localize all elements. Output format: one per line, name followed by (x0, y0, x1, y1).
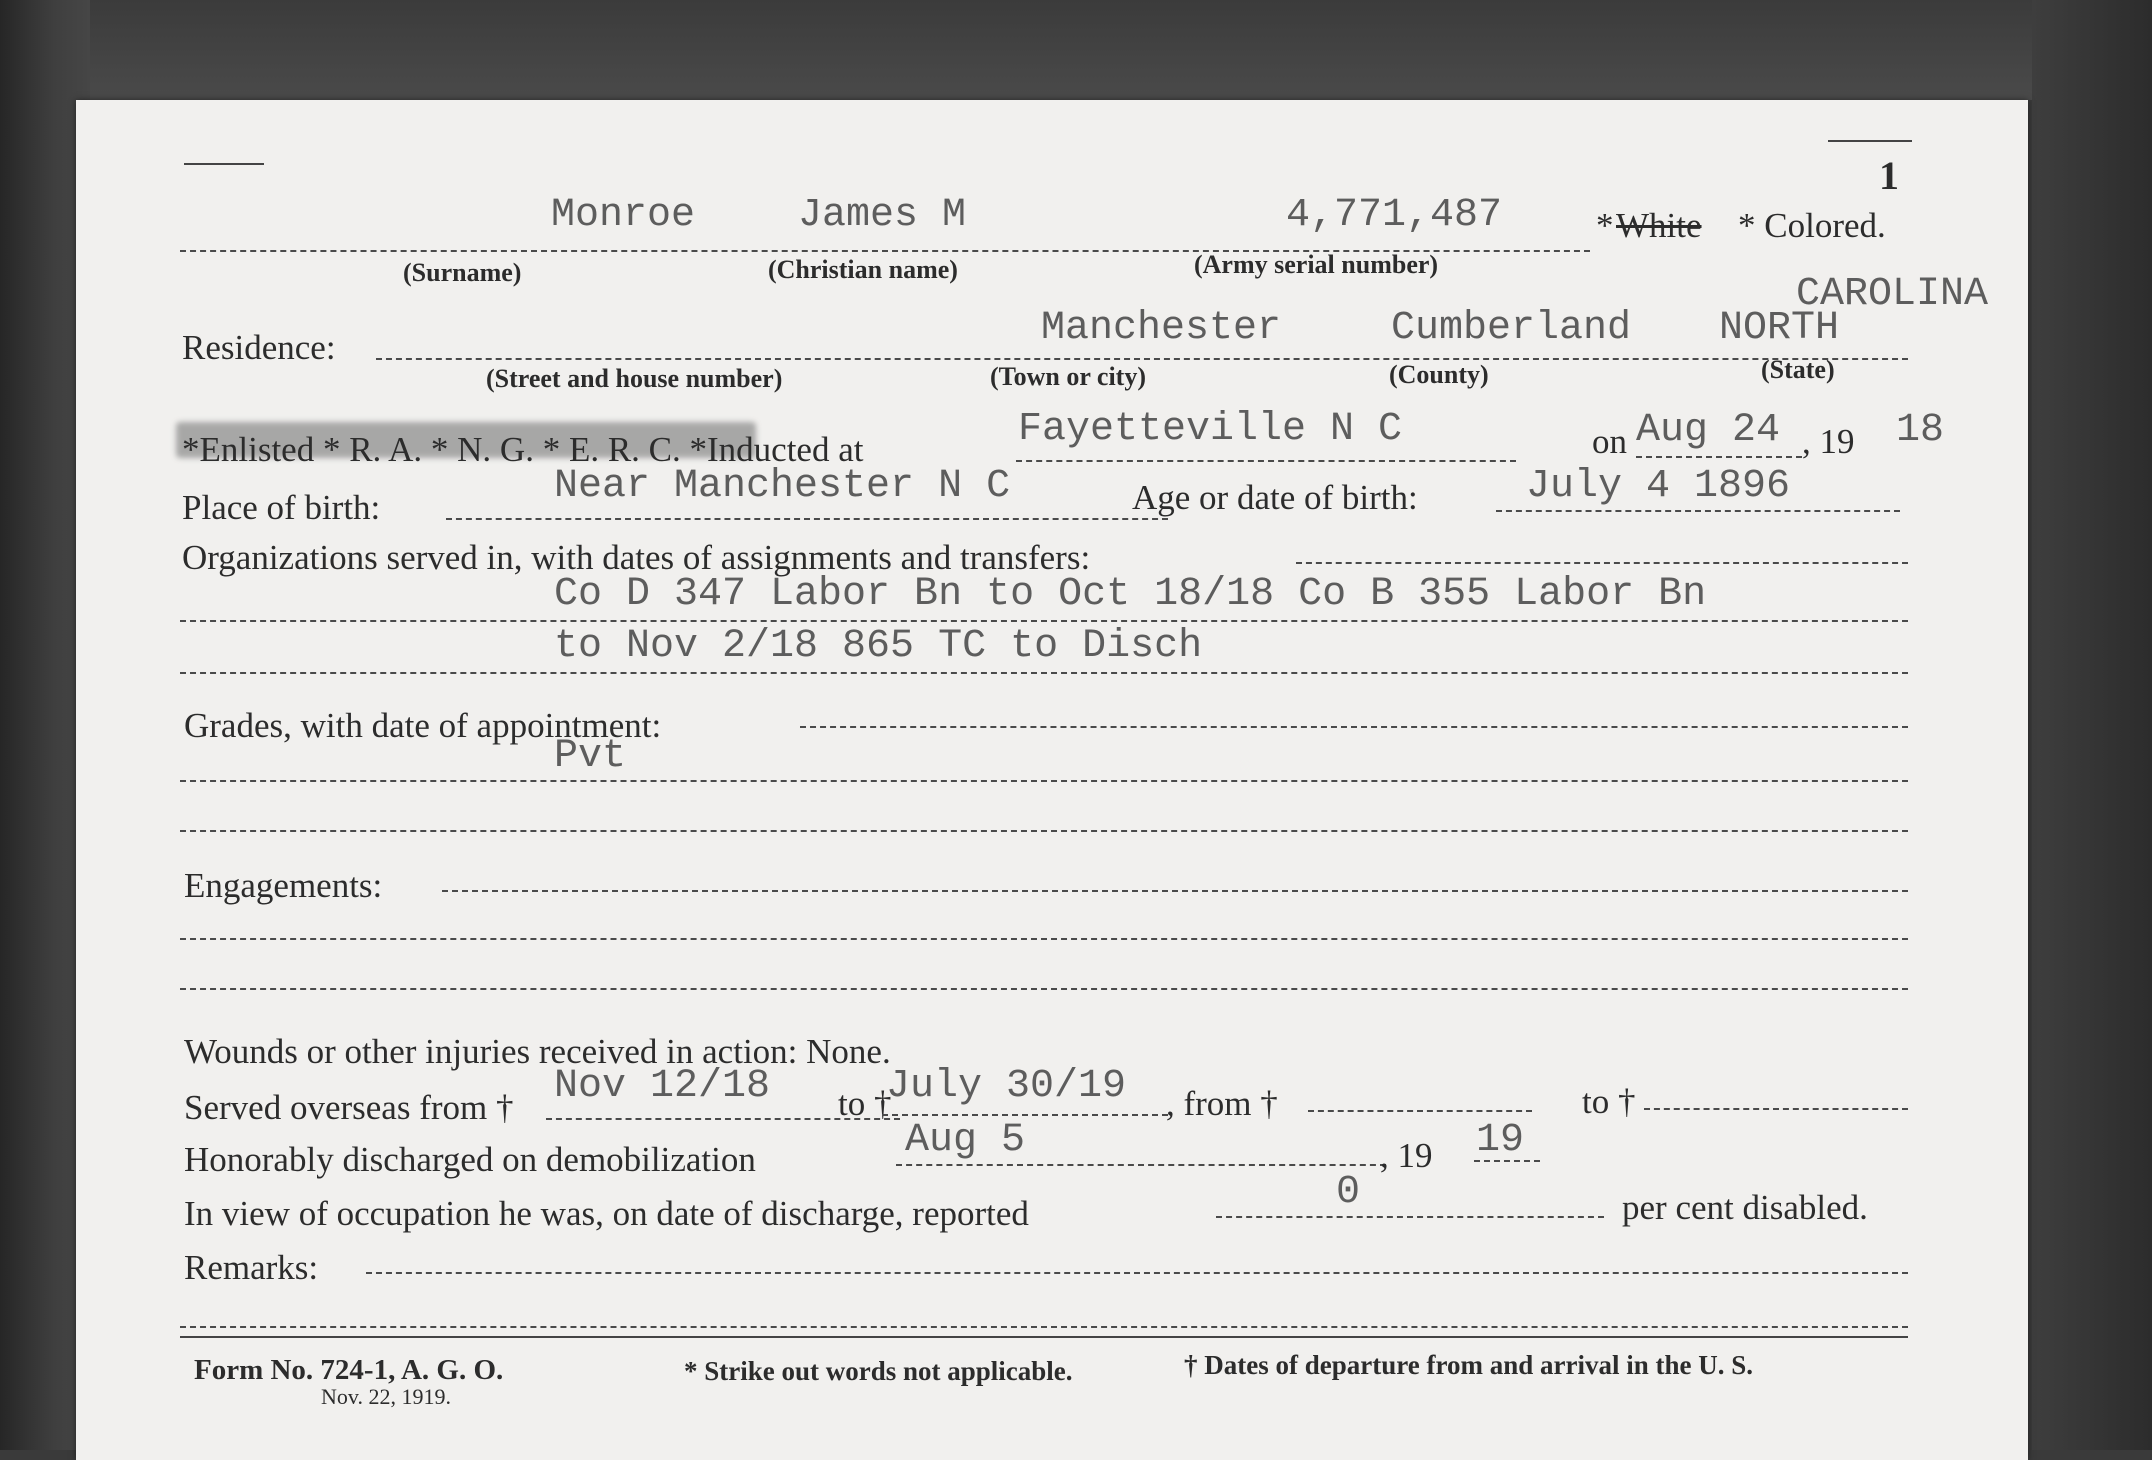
county-label: (County) (1389, 360, 1489, 389)
state-label: (State) (1761, 355, 1835, 384)
form-number: Form No. 724-1, A. G. O. (194, 1354, 504, 1386)
birth-place-line (446, 518, 1168, 520)
grades-label: Grades, with date of appointment: (184, 706, 662, 745)
inducted-place-value: Fayetteville N C (1018, 407, 1403, 452)
christian-name-label: (Christian name) (768, 255, 958, 284)
grades-line-2 (180, 830, 1908, 832)
overseas-to2-line (1644, 1108, 1908, 1110)
enlistment-year-value: 18 (1896, 408, 1945, 453)
discharge-label: Honorably discharged on demobilization (184, 1140, 756, 1179)
form-date: Nov. 22, 1919. (321, 1384, 451, 1409)
strike-note: * Strike out words not applicable. (684, 1356, 1073, 1386)
disability-value: 0 (1336, 1170, 1361, 1215)
engagements-line-2 (180, 988, 1908, 990)
town-value: Manchester (1041, 306, 1282, 351)
grades-line-1 (180, 780, 1908, 782)
street-label: (Street and house number) (486, 364, 783, 393)
disability-suffix: per cent disabled. (1622, 1188, 1868, 1227)
grades-value: Pvt (554, 734, 627, 779)
organizations-line-1-rule (180, 620, 1908, 622)
residence-label: Residence: (182, 328, 336, 367)
organizations-line-2-rule (180, 672, 1908, 674)
grades-line-0 (800, 726, 1908, 728)
birth-date-line (1496, 510, 1900, 512)
birth-place-value: Near Manchester N C (554, 464, 1011, 509)
service-record-card (76, 100, 2028, 1460)
top-right-rule (1828, 140, 1912, 142)
overseas-to-value: July 30/19 (886, 1064, 1127, 1109)
overseas-to-label: to † (838, 1084, 892, 1123)
birth-place-label: Place of birth: (182, 488, 381, 527)
scan-background-top (0, 0, 2152, 100)
disability-label: In view of occupation he was, on date of discharge, reported (184, 1194, 1029, 1233)
wounds-label: Wounds or other injuries received in action: None. (184, 1032, 891, 1071)
serial-number-value: 4,771,487 (1286, 193, 1503, 238)
top-left-rule (184, 163, 264, 165)
organizations-line-1: Co D 347 Labor Bn to Oct 18/18 Co B 355 Labor Bn (554, 572, 1707, 617)
discharge-year-line (1474, 1160, 1540, 1162)
organizations-label: Organizations served in, with dates of assignments and transfers: (182, 538, 1091, 577)
overseas-to-line (882, 1114, 1168, 1116)
engagements-label: Engagements: (184, 866, 383, 905)
organizations-line-0 (1296, 562, 1908, 564)
state-value-cont: CAROLINA (1796, 272, 1989, 317)
race-colored: * Colored. (1738, 206, 1886, 245)
dates-note: † Dates of departure from and arrival in the U. S. (1184, 1350, 1753, 1380)
inducted-place-line (1016, 460, 1516, 462)
surname-value: Monroe (551, 193, 696, 238)
race-white-struck: White (1616, 206, 1702, 245)
enlistment-label: *Enlisted * R. A. * N. G. * E. R. C. *Inducted at (182, 430, 864, 469)
overseas-label: Served overseas from † (184, 1088, 514, 1127)
footer-rule (180, 1336, 1908, 1338)
state-value: NORTH (1719, 306, 1840, 351)
engagements-line-0 (442, 890, 1908, 892)
race-prefix: * (1596, 206, 1614, 245)
birth-date-value: July 4 1896 (1526, 464, 1791, 509)
overseas-from-value: Nov 12/18 (554, 1064, 771, 1109)
organizations-line-2: to Nov 2/18 865 TC to Disch (554, 624, 1203, 669)
county-value: Cumberland (1391, 306, 1632, 351)
card-number: 1 (1879, 153, 1899, 198)
surname-label: (Surname) (403, 258, 522, 287)
enlistment-year-prefix: , 19 (1802, 422, 1855, 461)
birth-date-label: Age or date of birth: (1132, 478, 1418, 517)
discharge-year-prefix: , 19 (1380, 1136, 1433, 1175)
overseas-from2-label: , from † (1166, 1084, 1278, 1123)
on-label: on (1592, 422, 1627, 461)
town-label: (Town or city) (990, 362, 1146, 391)
engagements-line-1 (180, 938, 1908, 940)
enlistment-date-line (1636, 456, 1802, 458)
remarks-label: Remarks: (184, 1248, 319, 1287)
remarks-line-1 (180, 1326, 1908, 1328)
discharge-year-value: 19 (1476, 1118, 1525, 1163)
enlistment-date-value: Aug 24 (1636, 408, 1781, 453)
remarks-line-0 (366, 1272, 1908, 1274)
discharge-date-value: Aug 5 (905, 1118, 1026, 1163)
disability-line (1216, 1216, 1604, 1218)
overseas-from2-line (1308, 1110, 1532, 1112)
residence-line (376, 358, 1908, 360)
overseas-to2-label: to † (1582, 1082, 1636, 1121)
discharge-date-line (896, 1164, 1386, 1166)
serial-number-label: (Army serial number) (1194, 250, 1439, 279)
christian-name-value: James M (798, 193, 967, 238)
scan-background-right (2032, 0, 2152, 1450)
